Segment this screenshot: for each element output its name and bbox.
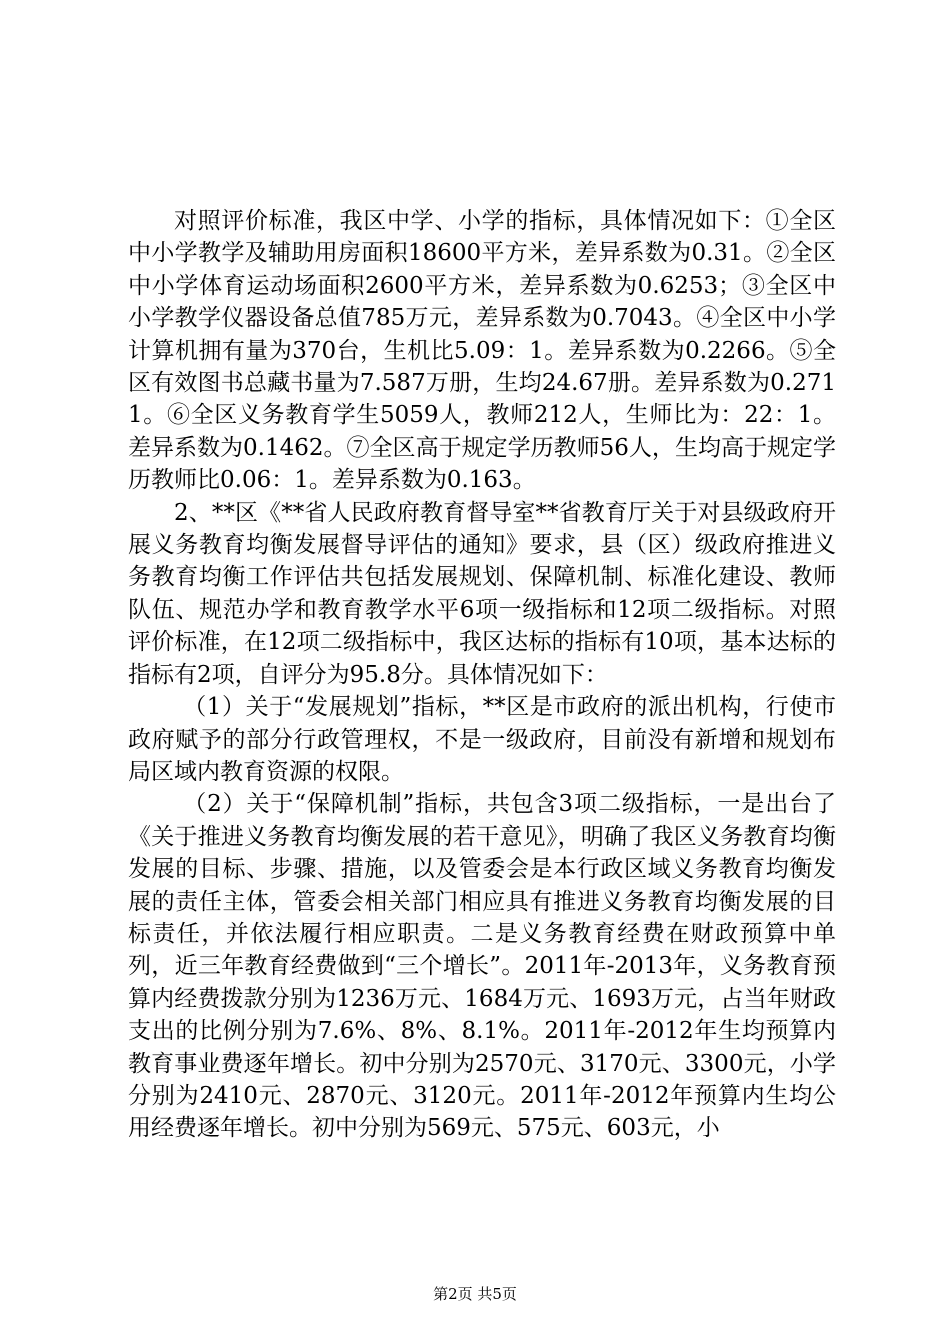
page-footer: 第2页 共5页	[433, 1285, 517, 1303]
paragraph-evaluation-notice: 2、**区《**省人民政府教育督导室**省教育厅关于对县级政府开展义务教育均衡发展督导评估的通知》要求，县（区）级政府推进义务教育均衡工作评估共包括发展规划、保障机制、标准化建设、教师队伍、规范办学和教育教学水平6项一级指标和12项二级指标。对照评价标准，在12项二级指标中，我区达标的指标有10项，基本达标的指标有2项，自评分为95.8分。具体情况如下：	[128, 499, 836, 688]
paragraph-indicators: 对照评价标准，我区中学、小学的指标，具体情况如下：①全区中小学教学及辅助用房面积18600平方米，差异系数为0.31。②全区中小学体育运动场面积2600平方米，差异系数为0.6253；③全区中小学教学仪器设备总值785万元，差异系数为0.7043。④全区中小学计算机拥有量为370台，生机比5.09：1。差异系数为0.2266。⑤全区有效图书总藏书量为7.587万册，生均24.67册。差异系数为0.2711。⑥全区义务教育学生5059人，教师212人，生师比为：22：1。差异系数为0.1462。⑦全区高于规定学历教师56人，生均高于规定学历教师比0.06：1。差异系数为0.163。	[128, 208, 836, 494]
paragraph-development-plan: （1）关于“发展规划”指标，**区是市政府的派出机构，行使市政府赋予的部分行政管理权，不是一级政府，目前没有新增和规划布局区域内教育资源的权限。	[128, 694, 836, 785]
paragraph-guarantee-mechanism: （2）关于“保障机制”指标，共包含3项二级指标，一是出台了《关于推进义务教育均衡发展的若干意见》，明确了我区义务教育均衡发展的目标、步骤、措施，以及管委会是本行政区域义务教育均衡发展的责任主体，管委会相关部门相应具有推进义务教育均衡发展的目标责任，并依法履行相应职责。二是义务教育经费在财政预算中单列，近三年教育经费做到“三个增长”。2011年-2013年，义务教育预算内经费拨款分别为1236万元、1684万元、1693万元，占当年财政支出的比例分别为7.6%、8%、8.1%。2011年-2012年生均预算内教育事业费逐年增长。初中分别为2570元、3170元、3300元，小学分别为2410元、2870元、3120元。2011年-2012年预算内生均公用经费逐年增长。初中分别为569元、575元、603元，小	[128, 791, 836, 1142]
document-body	[128, 205, 836, 1145]
